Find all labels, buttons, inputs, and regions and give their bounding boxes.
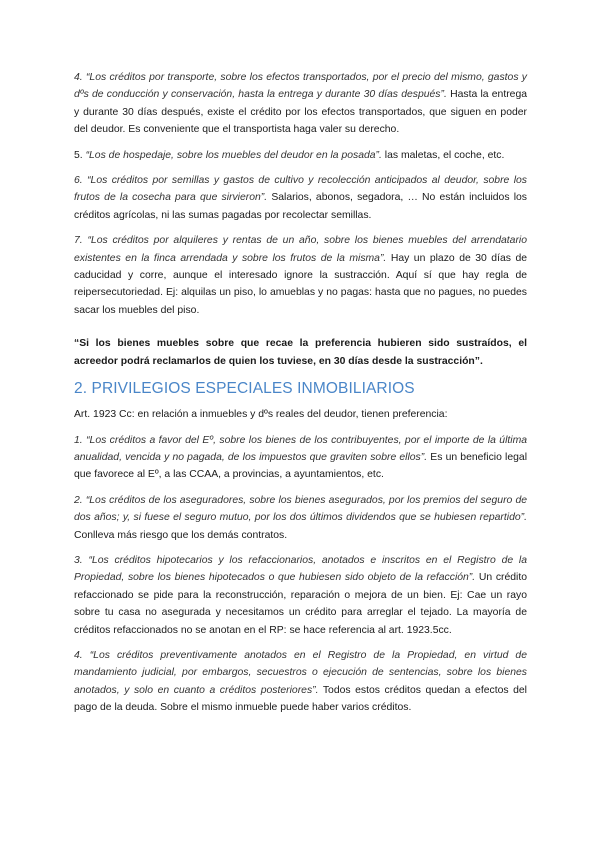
paragraph-item-1 — [74, 432, 527, 484]
commentary: Todos estos créditos quedan a efectos del pago de la deuda. Sobre el mismo inmueble puede haber varios créditos. — [74, 684, 527, 714]
legal-quote: “Los créditos por semillas y gastos de cultivo y recolección anticipados al deudor, sobre los frutos de la cosecha para que sirvieron”. — [74, 175, 527, 204]
section-heading: 2. PRIVILEGIOS ESPECIALES INMOBILIARIOS — [74, 380, 415, 398]
section-intro: Art. 1923 Cc: en relación a inmuebles y dºs reales del deudor, tienen preferencia: — [74, 409, 448, 421]
item-number: 2. — [74, 494, 83, 506]
item-number: 5. — [74, 149, 83, 161]
commentary: las maletas, el coche, etc. — [384, 149, 505, 161]
paragraph-item-6 — [74, 172, 527, 224]
commentary: Es un beneficio legal que favorece al Eº, a las CCAA, a provincias, a ayuntamientos, etc. — [74, 451, 528, 481]
commentary: Hasta la entrega y durante 30 días después, existe el crédito por los efectos transportados, que siguen en poder del deudor. Es conveniente que el transportista haga valer su derecho. — [74, 89, 528, 136]
paragraph-item-3 — [74, 552, 527, 639]
item-number: 4. — [74, 72, 83, 83]
legal-quote: “Los créditos a favor del Eº, sobre los bienes de los contribuyentes, por el importe de la última anualidad, vencida y no pagada, de los impuestos que graviten sobre ellos”. — [74, 434, 528, 463]
bold-note: “Si los bienes muebles sobre que recae la preferencia hubieren sido sustraídos, el acreedor podrá reclamarlos de quien los tuviese, en 30 días desde la sustracción”. — [74, 338, 527, 367]
paragraph-item-5 — [74, 147, 527, 164]
paragraph-item-7 — [74, 232, 527, 319]
item-number: 7. — [74, 235, 83, 247]
commentary: Hay un plazo de 30 días de caducidad y corre, aunque el interesado ignore la sustracción. Aquí sí que hay regla de reipersecutoriedad. Ej: alquilas un piso, lo amueblas y no pagas: hasta que no pagues, no puedes sacar los muebles del piso. — [74, 252, 528, 316]
item-number: 1. — [74, 434, 83, 446]
paragraph-item-4b — [74, 647, 527, 717]
legal-quote: “Los créditos preventivamente anotados en el Registro de la Propiedad, en virtud de mandamiento judicial, por embargos, secuestros o ejecución de sentencias, sobre los bienes anotados, y solo en cuanto a créditos posteriores”. — [74, 649, 527, 696]
page-content — [74, 69, 527, 725]
legal-quote: “Los créditos hipotecarios y los refaccionarios, anotados e inscritos en el Registro de la Propiedad, sobre los bienes hipotecados o que hubiesen sido objeto de la refacción”. — [74, 554, 527, 584]
legal-quote: “Los créditos de los aseguradores, sobre los bienes asegurados, por los premios del seguro de dos años; y, si fuese el seguro mutuo, por los dos últimos dividendos que se hubiesen repartido”. — [74, 494, 528, 524]
commentary: Salarios, abonos, segadora, … No están incluidos los créditos agrícolas, ni las sumas pagadas por recolectar semillas. — [74, 192, 527, 221]
commentary: Conlleva más riesgo que los demás contratos. — [74, 529, 288, 541]
item-number: 4. — [74, 649, 83, 661]
commentary: Un crédito refaccionado se pide para la reconstrucción, reparación o mejora de un bien. Ej: Cae un rayo sobre tu casa no asegurada y necesitamos un crédito para arreglar el tejado. La mayoría de créditos refaccionados no se anotan en el RP: se hace referencia al art. 1923.5cc. — [74, 572, 528, 636]
legal-quote: “Los de hospedaje, sobre los muebles del deudor en la posada”. — [85, 149, 382, 161]
paragraph-item-4 — [74, 69, 527, 139]
item-number: 3. — [74, 554, 83, 566]
legal-quote: “Los créditos por transporte, sobre los efectos transportados, por el precio del mismo, gastos y dºs de conducción y conservación, hasta la entrega y durante 30 días después”. — [74, 72, 527, 101]
legal-quote: “Los créditos por alquileres y rentas de un año, sobre los bienes muebles del arrendatario existentes en la finca arrendada y sobre los frutos de la misma”. — [74, 235, 528, 264]
paragraph-item-2 — [74, 492, 527, 544]
item-number: 6. — [74, 175, 83, 187]
